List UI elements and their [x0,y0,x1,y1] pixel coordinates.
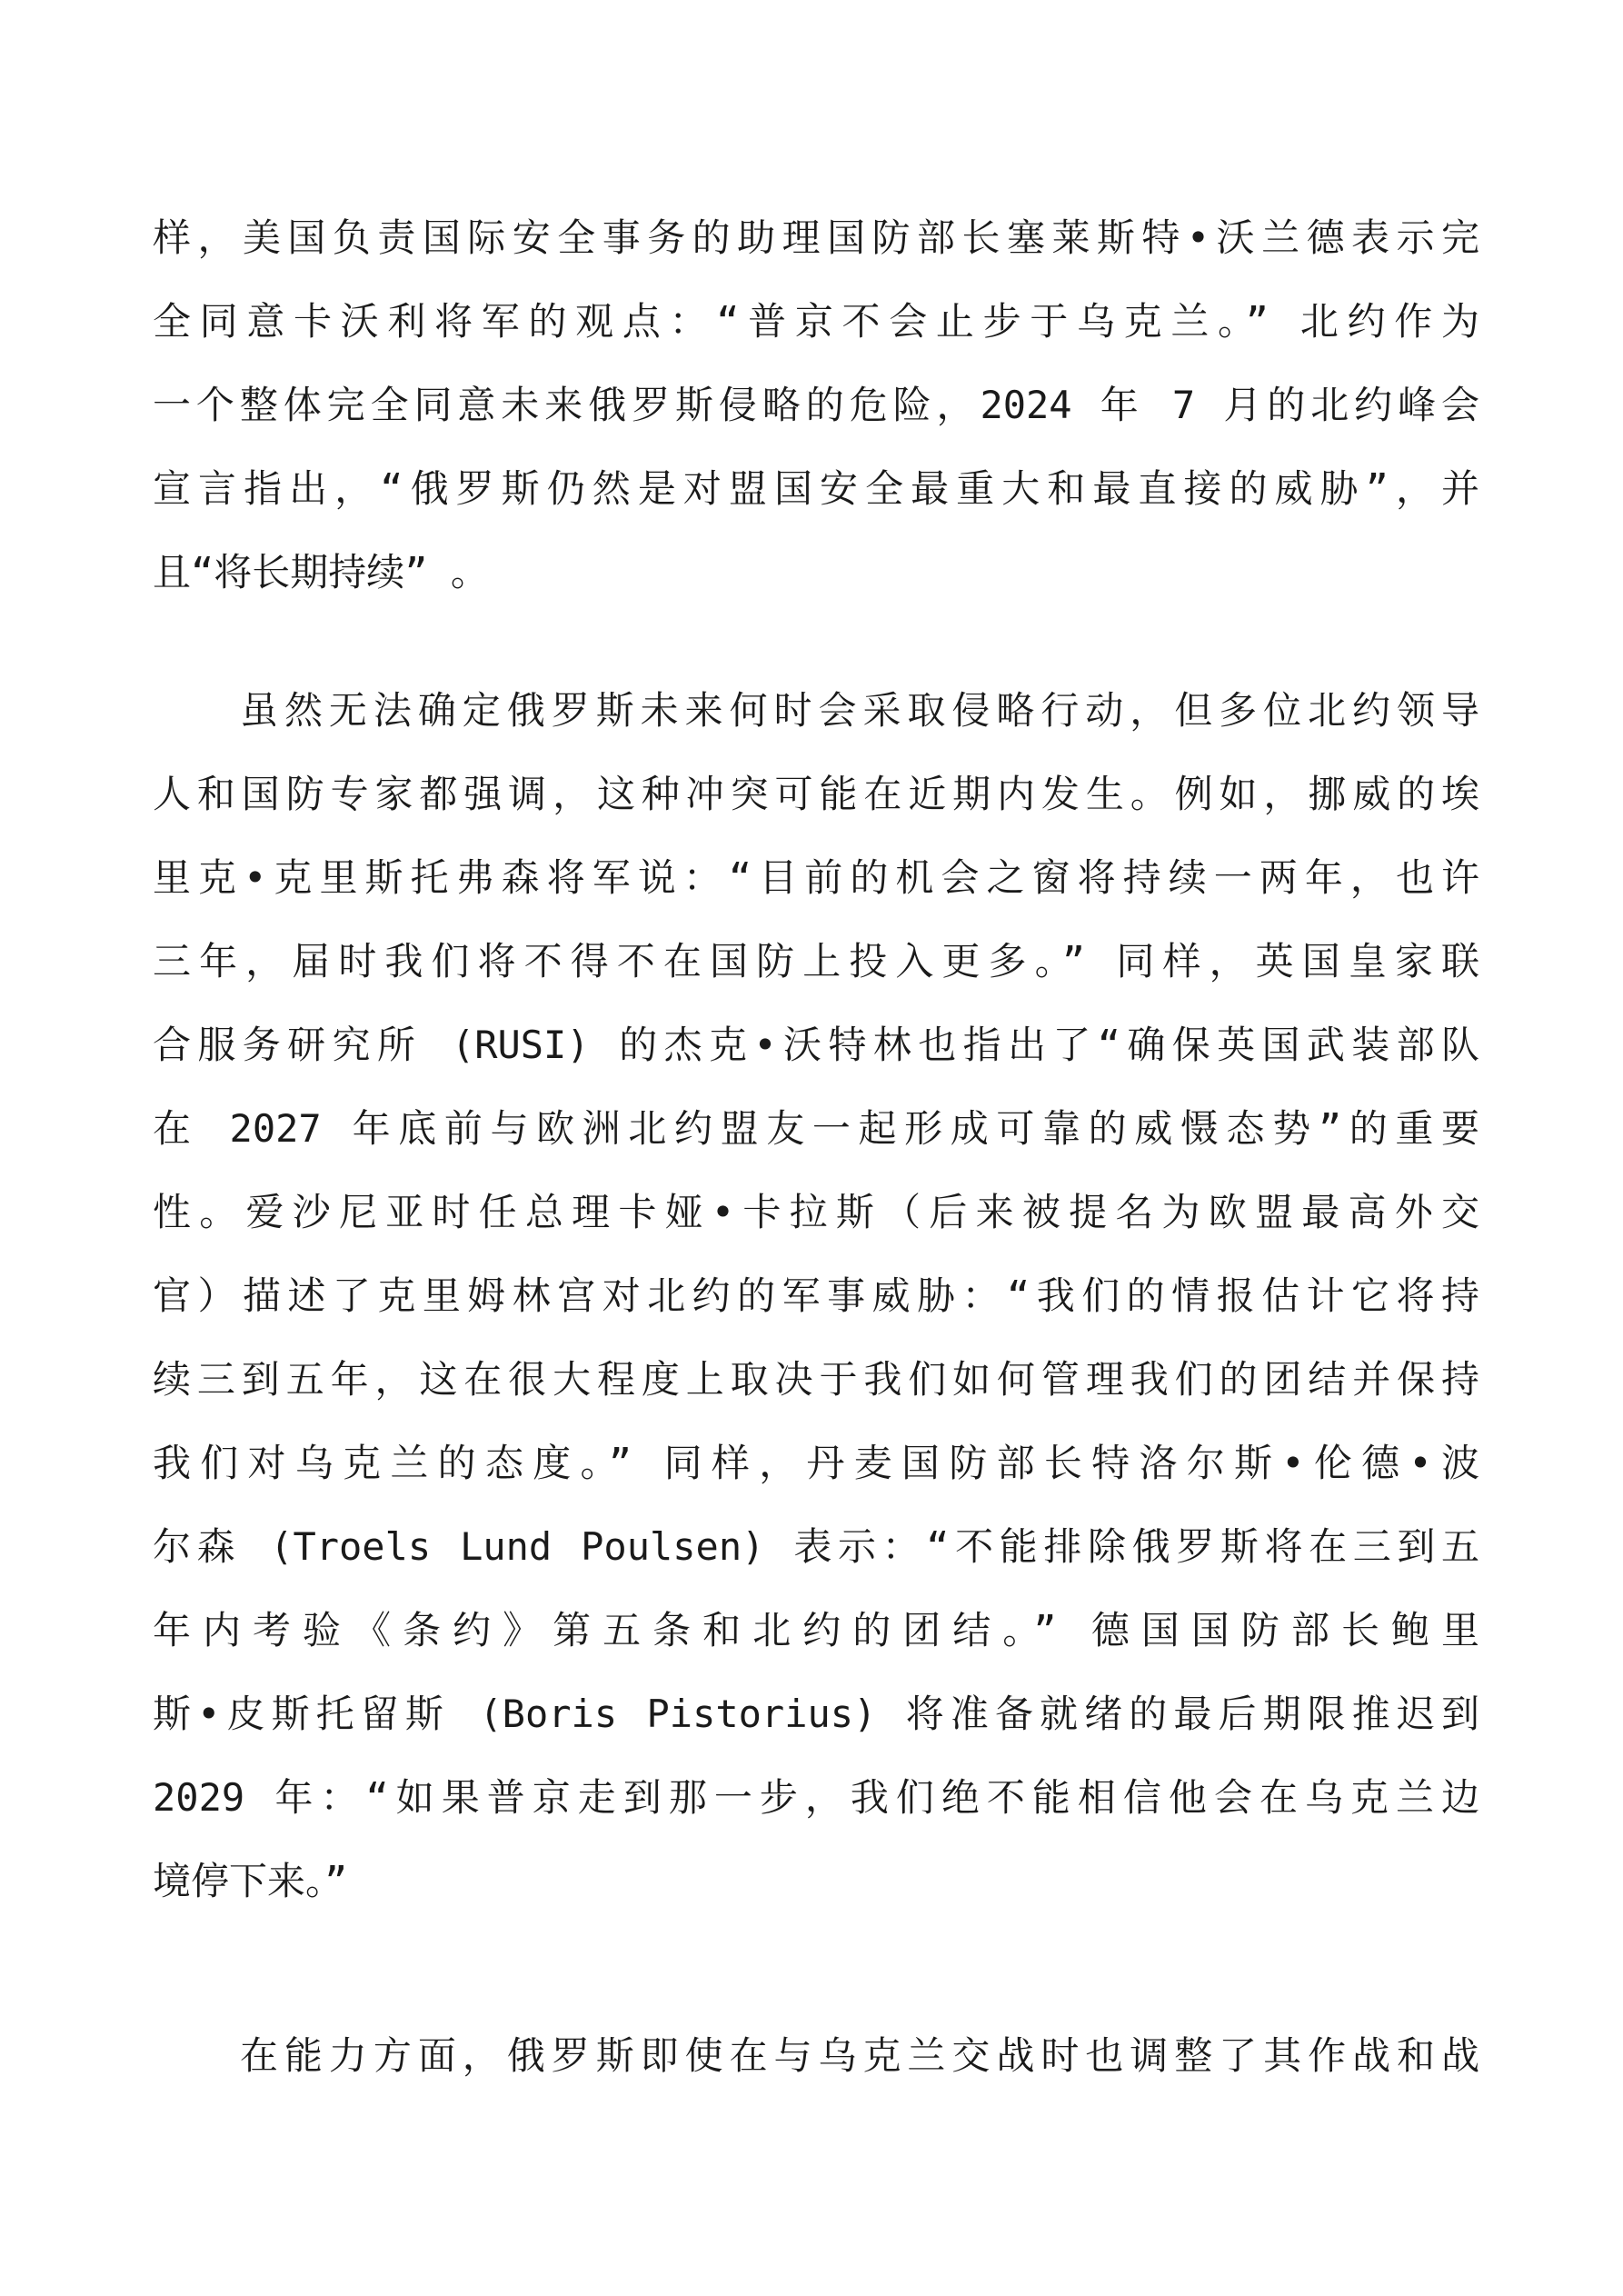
text-line: 在能力方面，俄罗斯即使在与乌克兰交战时也调整了其作战和战 [240,2033,1479,2078]
text-line: 2029 年：“如果普京走到那一步，我们绝不能相信他会在乌克兰边 [153,1775,1479,1820]
text-line: 续三到五年，这在很大程度上取决于我们如何管理我们的团结并保持 [153,1357,1479,1402]
text-line: 里克•克里斯托弗森将军说：“目前的机会之窗将持续一两年，也许 [153,855,1479,900]
text-line: 宣言指出，“俄罗斯仍然是对盟国安全最重大和最直接的威胁”，并 [153,466,1479,511]
text-line: 样，美国负责国际安全事务的助理国防部长塞莱斯特•沃兰德表示完 [153,215,1479,260]
text-line: 斯•皮斯托留斯 (Boris Pistorius) 将准备就绪的最后期限推迟到 [153,1692,1479,1736]
text-line: 三年，届时我们将不得不在国防上投入更多。” 同样，英国皇家联 [153,939,1479,983]
text-line: 官）描述了克里姆林宫对北约的军事威胁：“我们的情报估计它将持 [153,1273,1479,1318]
text-line: 人和国防专家都强调，这种冲突可能在近期内发生。例如，挪威的埃 [153,772,1479,816]
text-line: 全同意卡沃利将军的观点：“普京不会止步于乌克兰。” 北约作为 [153,299,1479,344]
text-line: 尔森 (Troels Lund Poulsen) 表示：“不能排除俄罗斯将在三到五 [153,1524,1479,1569]
text-line: 且“将长期持续” 。 [153,550,489,594]
text-line: 我们对乌克兰的态度。” 同样，丹麦国防部长特洛尔斯•伦德•波 [153,1441,1479,1485]
text-line: 年内考验《条约》第五条和北约的团结。” 德国国防部长鲍里 [153,1608,1479,1652]
text-line: 境停下来。” [153,1859,348,1903]
text-line: 在 2027 年底前与欧洲北约盟友一起形成可靠的威慑态势”的重要 [153,1106,1479,1151]
text-line: 一个整体完全同意未来俄罗斯侵略的危险，2024 年 7 月的北约峰会 [153,383,1479,427]
text-line: 虽然无法确定俄罗斯未来何时会采取侵略行动，但多位北约领导 [240,688,1479,733]
paragraph-3 [153,2014,1479,2098]
paragraph-2 [153,669,1479,1923]
text-line: 合服务研究所 (RUSI) 的杰克•沃特林也指出了“确保英国武装部队 [153,1023,1479,1067]
text-line: 性。爱沙尼亚时任总理卡娅•卡拉斯（后来被提名为欧盟最高外交 [153,1190,1479,1234]
paragraph-1 [153,196,1479,614]
